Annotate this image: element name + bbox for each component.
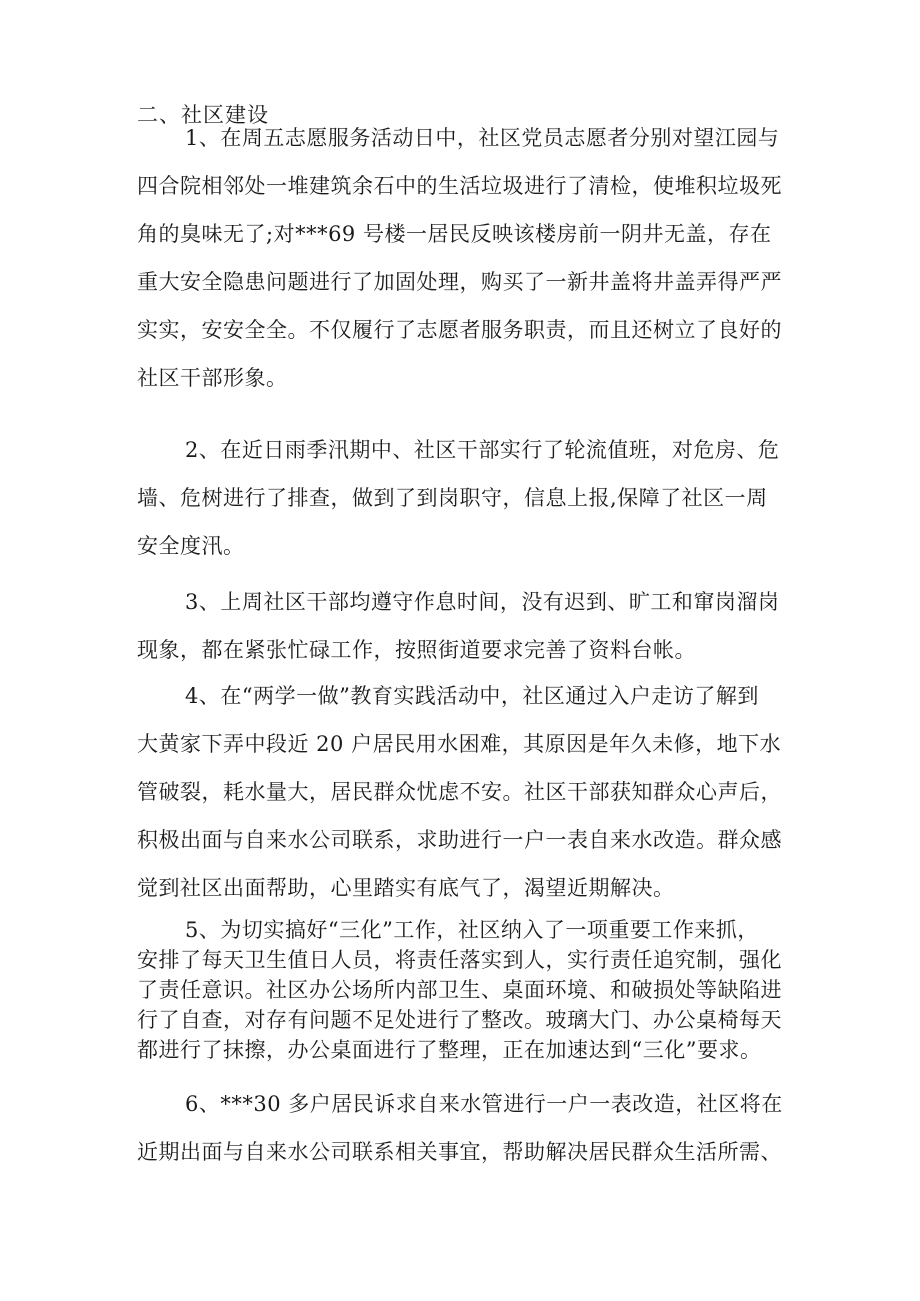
paragraph-line: 积极出面与自来水公司联系，求助进行一户一表自来水改造。群众感 <box>137 828 782 852</box>
paragraph-1 <box>137 114 787 402</box>
paragraph-line: 实实，安安全全。不仅履行了志愿者服务职责，而且还树立了良好的 <box>137 318 782 342</box>
paragraph-line: 四合院相邻处一堆建筑余石中的生活垃圾进行了清检，使堆积垃圾死 <box>137 174 782 198</box>
paragraph-line: 现象，都在紧张忙碌工作，按照街道要求完善了资料台帐。 <box>137 638 696 662</box>
paragraph-line: 3、上周社区干部均遵守作息时间，没有迟到、旷工和窜岗溜岗 <box>185 590 780 614</box>
paragraph-line: 觉到社区出面帮助，心里踏实有底气了，渴望近期解决。 <box>137 876 675 900</box>
paragraph-line: 安排了每天卫生值日人员，将责任落实到人，实行责任追究制，强化 <box>137 948 782 972</box>
paragraph-line: 都进行了抹擦，办公桌面进行了整理，正在加速达到“三化”要求。 <box>137 1038 762 1062</box>
paragraph-line: 近期出面与自来水公司联系相关事宜，帮助解决居民群众生活所需、 <box>137 1140 782 1164</box>
paragraph-line: 1、在周五志愿服务活动日中，社区党员志愿者分别对望江园与 <box>185 126 780 150</box>
paragraph-line: 安全度汛。 <box>137 534 245 558</box>
paragraph-line: 重大安全隐患问题进行了加固处理，购买了一新井盖将井盖弄得严严 <box>137 270 782 294</box>
paragraph-line: 大黄家下弄中段近 20 户居民用水困难，其原因是年久未修，地下水 <box>137 732 782 756</box>
paragraph-4 <box>137 672 787 912</box>
paragraph-line: 角的臭味无了;对***69 号楼一居民反映该楼房前一阴井无盖，存在 <box>137 222 772 246</box>
paragraph-line: 管破裂，耗水量大，居民群众忧虑不安。社区干部获知群众心声后， <box>137 780 782 804</box>
paragraph-line: 5、为切实搞好“三化”工作，社区纳入了一项重要工作来抓， <box>185 918 759 942</box>
section-heading: 二、社区建设 <box>137 103 269 127</box>
paragraph-line: 6、***30 多户居民诉求自来水管进行一户一表改造，社区将在 <box>185 1092 783 1116</box>
paragraph-3 <box>137 578 787 674</box>
paragraph-2 <box>137 426 787 570</box>
paragraph-line: 2、在近日雨季汛期中、社区干部实行了轮流值班，对危房、危 <box>185 438 780 462</box>
paragraph-line: 了责任意识。社区办公场所内部卫生、桌面环境、和破损处等缺陷进 <box>137 978 782 1002</box>
paragraph-6 <box>137 1080 787 1176</box>
paragraph-line: 社区干部形象。 <box>137 366 288 390</box>
paragraph-line: 行了自查，对存有问题不足处进行了整改。玻璃大门、办公桌椅每天 <box>137 1008 782 1032</box>
paragraph-line: 墙、危树进行了排查，做到了到岗职守，信息上报,保障了社区一周 <box>137 486 768 510</box>
paragraph-line: 4、在“两学一做”教育实践活动中，社区通过入户走访了解到 <box>185 684 759 708</box>
paragraph-5 <box>137 915 787 1065</box>
